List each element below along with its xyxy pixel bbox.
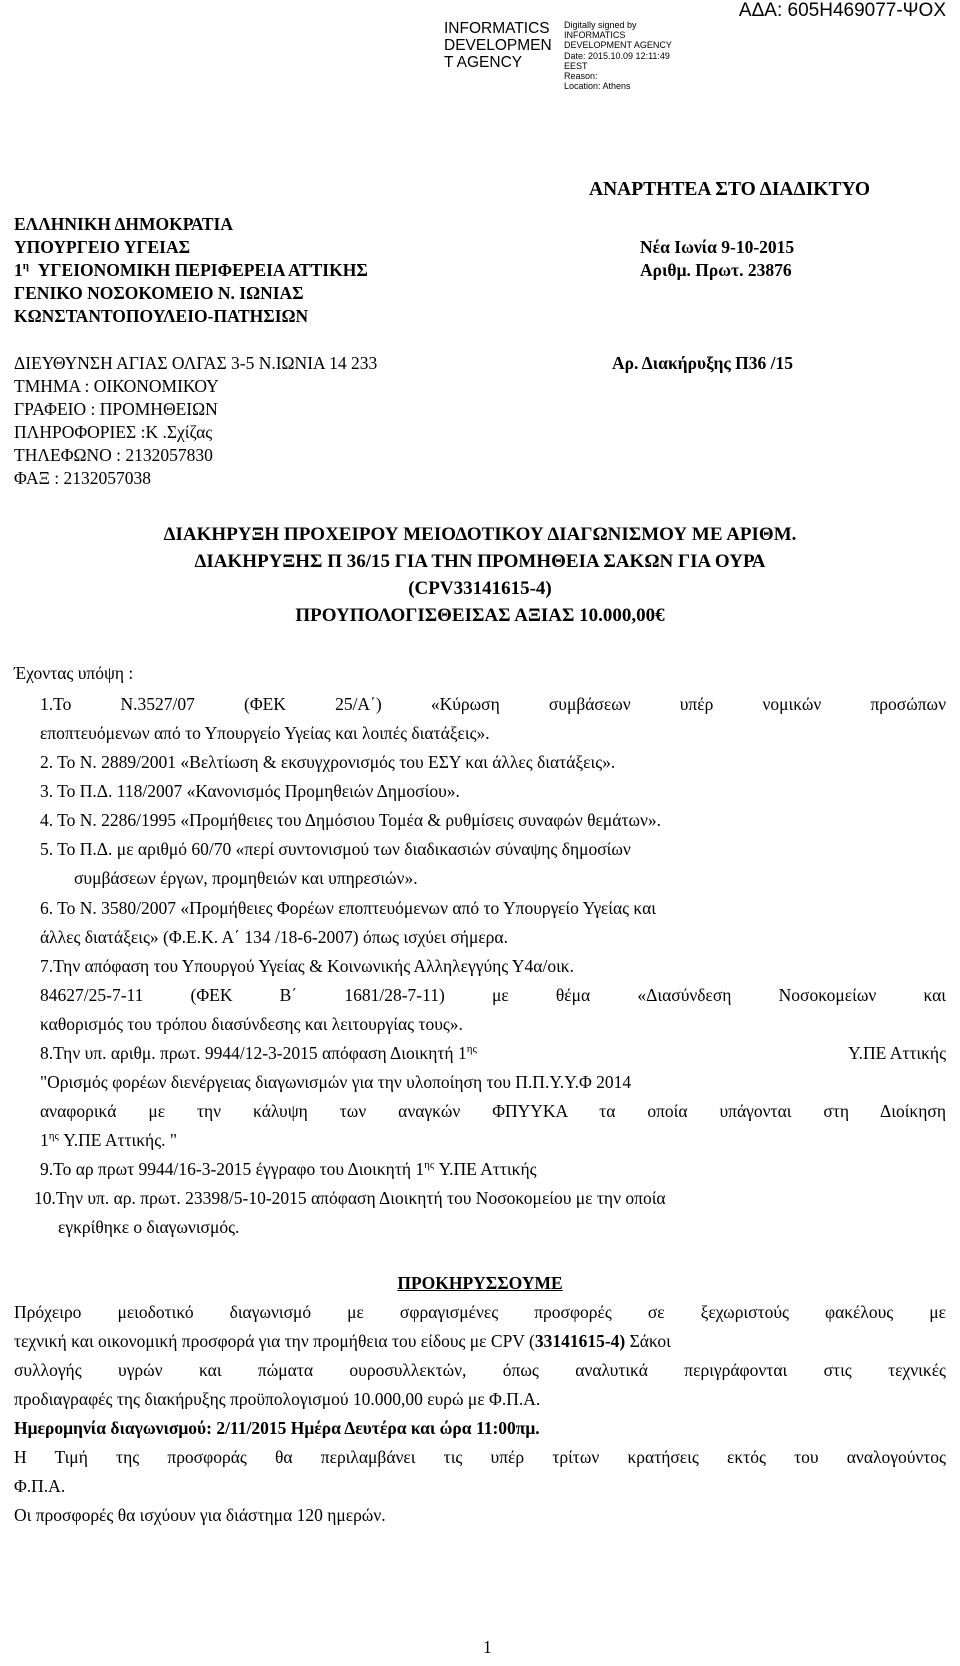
signature-details — [564, 20, 672, 91]
consideration-6a: 6. Το Ν. 3580/2007 «Προμήθειες Φορέων εποπτευόμενων από το Υπουργείο Υγείας και — [40, 898, 656, 918]
signature-detail-line: EEST — [564, 60, 588, 71]
consideration-2: 2. Το Ν. 2889/2001 «Βελτίωση & εκσυγχρονισμός του ΕΣΥ και άλλες διατάξεις». — [40, 752, 616, 772]
body-line-2-text: τεχνική και οικονομική προσφορά για την προμήθεια του είδους με CPV ( — [14, 1331, 535, 1351]
phone: ΤΗΛΕΦΩΝΟ : 2132057830 — [14, 445, 213, 465]
body-line-4: προδιαγραφές της διακήρυξης προϋπολογισμού 10.000,00 ευρώ με Φ.Π.Α. — [14, 1389, 541, 1409]
signature-detail-line: Date: 2015.10.09 12:11:49 — [564, 50, 670, 61]
consideration-8a-sup: ης — [466, 1043, 477, 1055]
signature-detail-line: Reason: — [564, 71, 598, 82]
consideration-8a-text: 8.Την υπ. αριθμ. πρωτ. 9944/12-3-2015 απόφαση Διοικητή 1 — [40, 1043, 467, 1063]
consideration-10b: εγκρίθηκε ο διαγωνισμός. — [58, 1217, 240, 1237]
cpv-code: 33141615-4) — [534, 1331, 626, 1351]
place-date: Νέα Ιωνία 9-10-2015 — [640, 237, 795, 257]
body-line-7: Φ.Π.Α. — [14, 1476, 66, 1496]
signature-detail-line: Location: Athens — [564, 81, 631, 92]
consideration-8d — [40, 1130, 177, 1151]
consideration-3: 3. Το Π.Δ. 118/2007 «Κανονισμός Προμηθειών Δημοσίου». — [40, 781, 460, 801]
signature-detail-line: Digitally signed by — [564, 20, 637, 30]
signature-detail-line: DEVELOPMENT AGENCY — [564, 40, 672, 51]
consideration-10a: 10.Την υπ. αρ. πρωτ. 23398/5-10-2015 απόφαση Διοικητή του Νοσοκομείου με την οποία — [34, 1188, 666, 1208]
protocol-number: Αριθμ. Πρωτ. 23876 — [640, 260, 792, 280]
consideration-8d-sup: ης — [48, 1130, 59, 1142]
signature-org — [444, 20, 552, 71]
signature-org-line: DEVELOPMEN — [444, 37, 552, 54]
body-line-3: συλλογής υγρών και πώματα ουροσυλλεκτών, όπως αναλυτικά περιγράφονται στις τεχνικές — [14, 1360, 946, 1380]
considering-label: Έχοντας υπόψη : — [14, 663, 134, 683]
consideration-8d-text: Υ.ΠΕ Αττικής. " — [63, 1130, 178, 1150]
consideration-9-text: 9.Το αρ πρωτ 9944/16-3-2015 έγγραφο του Διοικητή 1 — [40, 1159, 425, 1179]
title-line-3: (CPV33141615-4) — [408, 578, 552, 599]
body-line-8: Οι προσφορές θα ισχύουν για διάστημα 120 ημερών. — [14, 1505, 386, 1525]
body-line-2-end: Σάκοι — [625, 1331, 671, 1351]
address: ΔΙΕΥΘΥΝΣΗ ΑΓΙΑΣ ΟΛΓΑΣ 3-5 Ν.ΙΩΝΙΑ 14 233 — [14, 353, 378, 373]
consideration-7b: 84627/25-7-11 (ΦΕΚ Β΄ 1681/28-7-11) με θέμα «Διασύνδεση Νοσοκομείων και — [40, 985, 946, 1005]
fax: ΦΑΞ : 2132057038 — [14, 468, 151, 488]
consideration-7c: καθορισμός του τρόπου διασύνδεσης και λειτουργίας τους». — [40, 1014, 463, 1034]
hospital-name: ΓΕΝΙΚΟ ΝΟΣΟΚΟΜΕΙΟ Ν. ΙΩΝΙΑΣ — [14, 283, 304, 303]
post-online-notice: ΑΝΑΡΤΗΤΕΑ ΣΤΟ ΔΙΑΔΙΚΤΥΟ — [589, 179, 871, 200]
contest-date: Ημερομηνία διαγωνισμού: 2/11/2015 Ημέρα Δευτέρα και ώρα 11:00πμ. — [14, 1418, 540, 1438]
consideration-9-sup: ης — [424, 1159, 435, 1171]
consideration-6b: άλλες διατάξεις» (Φ.Ε.Κ. Α΄ 134 /18-6-2007) όπως ισχύει σήμερα. — [40, 927, 508, 947]
consideration-8a-region: Υ.ΠΕ Αττικής — [848, 1043, 946, 1063]
signature-org-line: T AGENCY — [444, 54, 523, 71]
consideration-9-region: Υ.ΠΕ Αττικής — [438, 1159, 537, 1179]
health-region-number: 1 — [14, 260, 23, 280]
consideration-8a — [40, 1043, 946, 1064]
body-line-2 — [14, 1331, 671, 1352]
office: ΓΡΑΦΕΙΟ : ΠΡΟΜΗΘΕΙΩΝ — [14, 399, 218, 419]
health-region-name: ΥΓΕΙΟΝΟΜΙΚΗ ΠΕΡΙΦΕΡΕΙΑ ΑΤΤΙΚΗΣ — [37, 260, 368, 280]
health-region-sup: η — [22, 260, 29, 272]
consideration-7a: 7.Την απόφαση του Υπουργού Υγείας & Κοινωνικής Αλληλεγγύης Υ4α/οικ. — [40, 956, 574, 976]
republic: ΕΛΛΗΝΙΚΗ ΔΗΜΟΚΡΑΤΙΑ — [14, 214, 233, 234]
ada-code: ΑΔΑ: 605Η469077-ΨΟΧ — [738, 0, 946, 21]
consideration-9 — [40, 1159, 537, 1180]
consideration-4: 4. Το Ν. 2286/1995 «Προμήθειες του Δημόσιου Τομέα & ρυθμίσεις συναφών θεμάτων». — [40, 810, 662, 830]
department: ΤΜΗΜΑ : ΟΙΚΟΝΟΜΙΚΟΥ — [14, 376, 219, 396]
consideration-8c: αναφορικά με την κάλυψη των αναγκών ΦΠΥΥΚΑ τα οποία υπάγονται στη Διοίκηση — [40, 1101, 946, 1121]
consideration-8d-num: 1 — [40, 1130, 49, 1150]
body-line-6: Η Τιμή της προσφοράς θα περιλαμβάνει τις υπέρ τρίτων κρατήσεις εκτός του αναλογούντος — [14, 1447, 946, 1467]
title-line-2: ΔΙΑΚΗΡΥΞΗΣ Π 36/15 ΓΙΑ ΤΗΝ ΠΡΟΜΗΘΕΙΑ ΣΑΚΩΝ ΓΙΑ ΟΥΡΑ — [194, 551, 766, 572]
title-line-1: ΔΙΑΚΗΡΥΞΗ ΠΡΟΧΕΙΡΟΥ ΜΕΙΟΔΟΤΙΚΟΥ ΔΙΑΓΩΝΙΣΜΟΥ ΜΕ ΑΡΙΘΜ. — [163, 524, 797, 545]
signature-org-line: INFORMATICS — [444, 20, 550, 37]
page-number: 1 — [483, 1637, 492, 1657]
consideration-1a: 1.Το Ν.3527/07 (ΦΕΚ 25/Α΄) «Κύρωση συμβάσεων υπέρ νομικών προσώπων — [40, 694, 946, 714]
consideration-5b: συμβάσεων έργων, προμηθειών και υπηρεσιών». — [74, 868, 418, 888]
hospital-name-2: ΚΩΝΣΤΑΝΤΟΠΟΥΛΕΙΟ-ΠΑΤΗΣΙΩΝ — [14, 306, 309, 326]
consideration-8b: "Ορισμός φορέων διενέργειας διαγωνισμών για την υλοποίηση του Π.Π.Υ.Υ.Φ 2014 — [40, 1072, 632, 1092]
info-contact: ΠΛΗΡΟΦΟΡΙΕΣ :Κ .Σχίζας — [14, 422, 213, 442]
title-line-4: ΠΡΟΥΠΟΛΟΓΙΣΘΕΙΣΑΣ ΑΞΙΑΣ 10.000,00€ — [295, 605, 665, 626]
consideration-5a: 5. Το Π.Δ. με αριθμό 60/70 «περί συντονισμού των διαδικασιών σύναψης δημοσίων — [40, 839, 631, 859]
consideration-1b: εποπτευόμενων από το Υπουργείο Υγείας και λοιπές διατάξεις». — [40, 723, 490, 743]
signature-detail-line: INFORMATICS — [564, 30, 626, 41]
proclaim-heading: ΠΡΟΚΗΡΥΣΣΟΥΜΕ — [397, 1273, 563, 1293]
body-line-1: Πρόχειρο μειοδοτικό διαγωνισμό με σφραγισμένες προσφορές σε ξεχωριστούς φακέλους με — [14, 1302, 946, 1322]
notice-number: Αρ. Διακήρυξης Π36 /15 — [612, 353, 794, 373]
health-region — [14, 260, 368, 281]
ministry: ΥΠΟΥΡΓΕΙΟ ΥΓΕΙΑΣ — [14, 237, 191, 257]
